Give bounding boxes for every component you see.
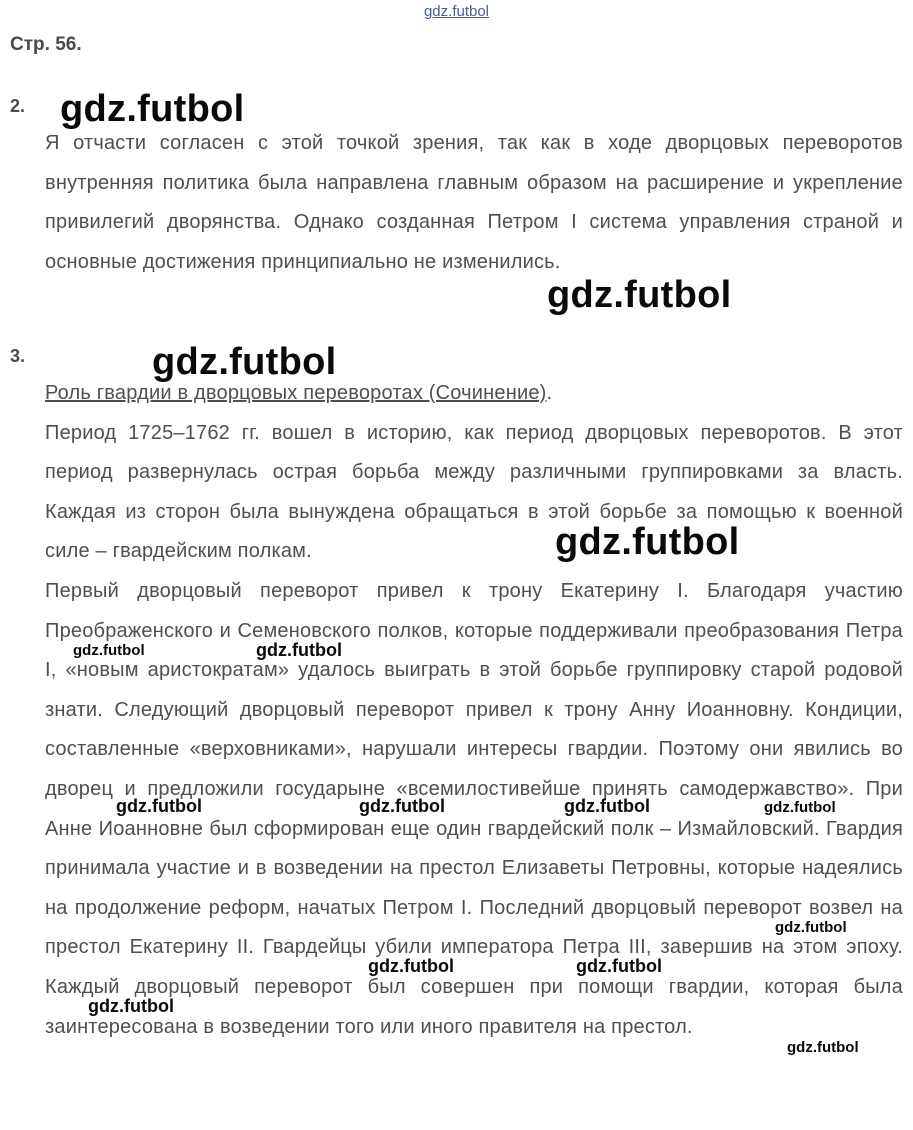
watermark: gdz.futbol bbox=[555, 521, 740, 563]
task-2-answer bbox=[45, 124, 903, 282]
essay-paragraph-1: Период 1725–1762 гг. вошел в историю, как период дворцовых переворотов. В этот период развернулась острая борьба между различными группировками за власть. Каждая из сторон была вынуждена обращаться в этой борьбе за помощью к военной силе – гвардейским полкам. bbox=[45, 421, 903, 563]
watermark: gdz.futbol bbox=[88, 996, 174, 1016]
task-3-essay bbox=[45, 374, 903, 1047]
watermark: gdz.futbol bbox=[60, 88, 245, 130]
task-2-text: Я отчасти согласен с этой точкой зрения, так как в ходе дворцовых переворотов внутренняя политика была направлена главным образом на расширение и укрепление привилегий дворянства. Однако созданная Петром I система управления страной и основные достижения принципиально не изменились. bbox=[45, 132, 903, 273]
watermark: gdz.futbol bbox=[256, 640, 342, 660]
watermark: gdz.futbol bbox=[368, 956, 454, 976]
watermark: gdz.futbol bbox=[787, 1039, 859, 1056]
watermark: gdz.futbol bbox=[152, 341, 337, 383]
page-label: Стр. 56. bbox=[10, 34, 82, 55]
task-2-number: 2. bbox=[10, 96, 26, 116]
watermark: gdz.futbol bbox=[547, 274, 732, 316]
header-watermark-link[interactable]: gdz.futbol bbox=[423, 3, 490, 20]
essay-title: Роль гвардии в дворцовых переворотах (Сочинение) bbox=[45, 382, 547, 404]
essay-paragraph-2: Первый дворцовый переворот привел к трону Екатерину I. Благодаря участию Преображенского и Семеновского полков, которые поддерживали преобразования Петра I, «новым аристократам» удалось выиграть в этой борьбе группировку старой родовой знати. Следующий дворцовый переворот привел к трону Анну Иоанновну. Кондиции, составленные «верховниками», нарушали интересы гвардии. Поэтому они явились во дворец и предложили государыне «всемилостивейше принять самодержавство». При Анне Иоанновне был сформирован еще один гвардейский полк – Измайловский. Гвардия принимала участие и в возведении на престол Елизаветы Петровны, которые надеялись на продолжение реформ, начатых Петром I. Последний дворцовый переворот возвел на престол Екатерину II. Гвардейцы убили императора Петра III, завершив на этом эпоху. Каждый дворцовый переворот был совершен при помощи гвардии, которая была заинтересована в возведении того или иного правителя на престол. bbox=[45, 579, 903, 1038]
watermark: gdz.futbol bbox=[116, 796, 202, 816]
watermark: gdz.futbol bbox=[775, 919, 847, 936]
watermark: gdz.futbol bbox=[564, 796, 650, 816]
watermark: gdz.futbol bbox=[359, 796, 445, 816]
watermark: gdz.futbol bbox=[576, 956, 662, 976]
watermark: gdz.futbol bbox=[764, 799, 836, 816]
essay-title-period: . bbox=[546, 382, 553, 404]
task-3-number: 3. bbox=[10, 346, 26, 366]
watermark: gdz.futbol bbox=[73, 642, 145, 659]
